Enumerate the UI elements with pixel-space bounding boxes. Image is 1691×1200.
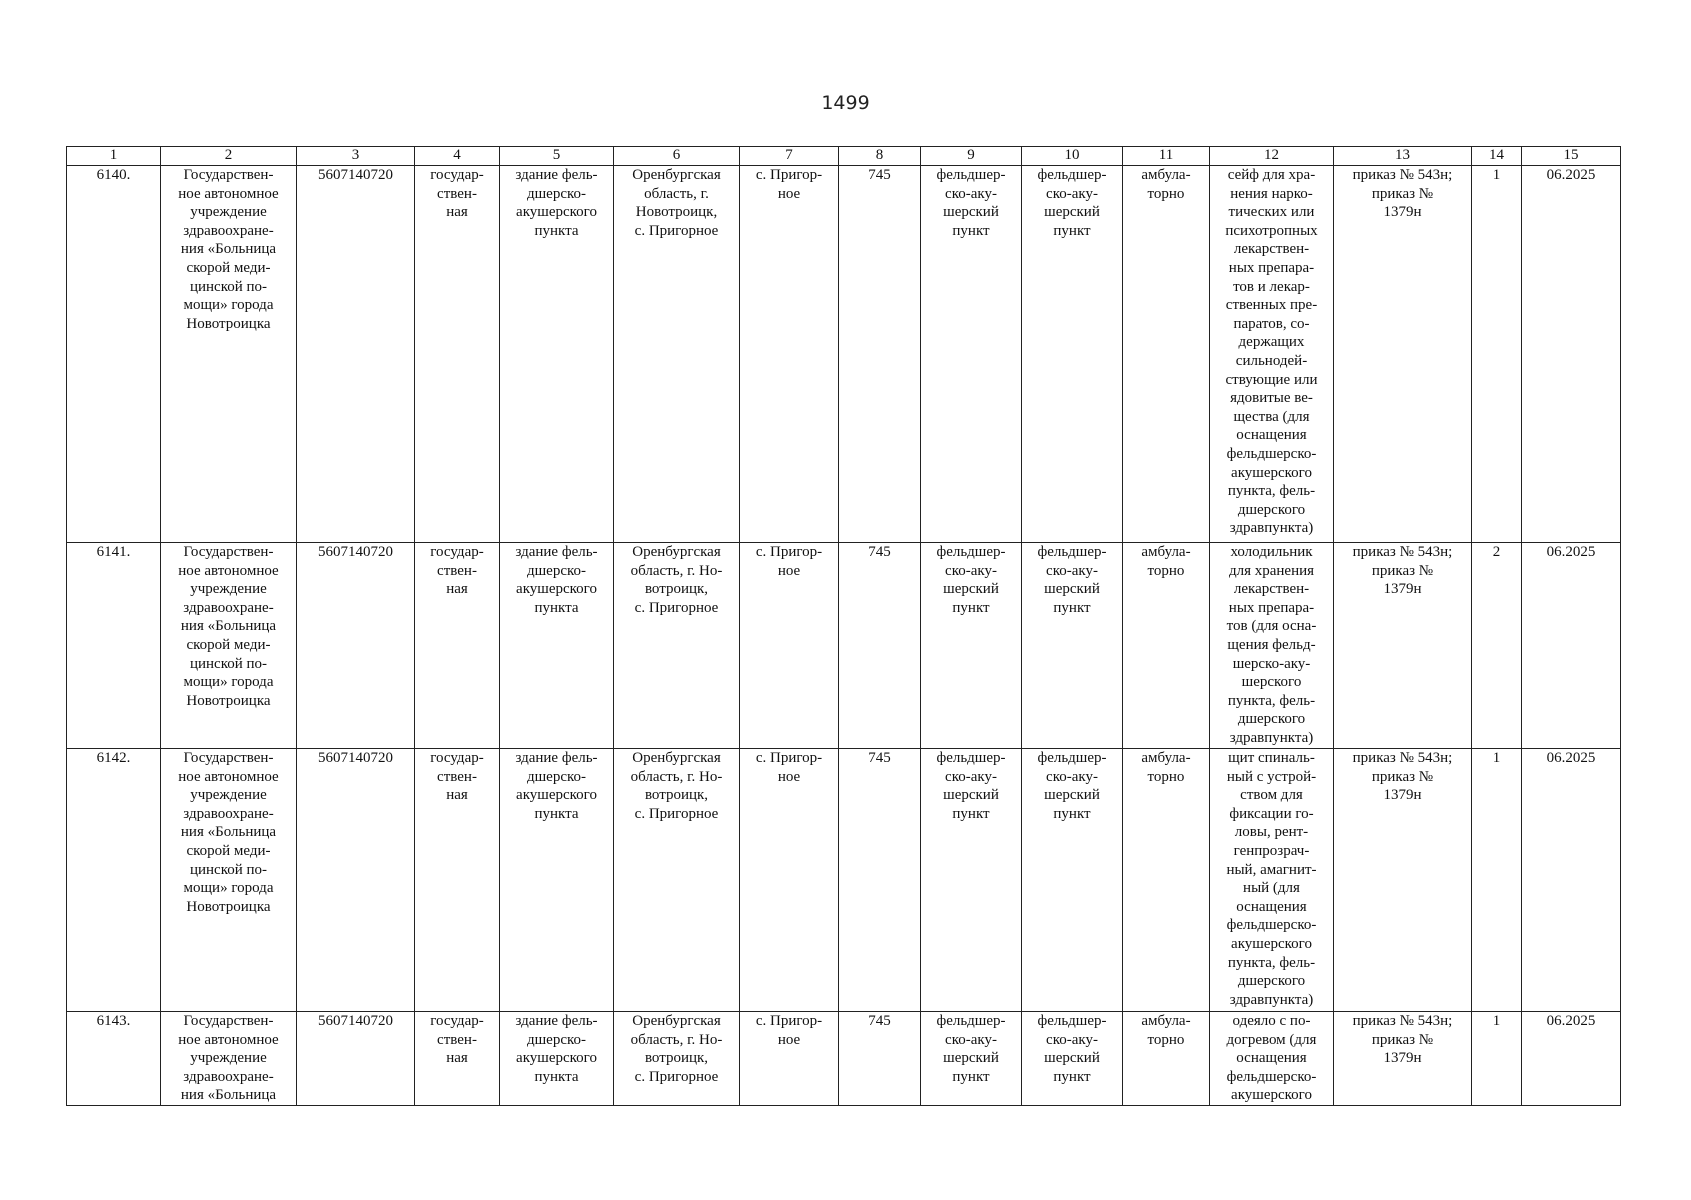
unit-type-cell: фельдшер- ско-аку- шерский пункт — [921, 749, 1022, 1012]
column-header: 7 — [740, 147, 839, 166]
unit-type-cell: фельдшер- ско-аку- шерский пункт — [921, 1012, 1022, 1106]
column-header: 1 — [67, 147, 161, 166]
settlement-cell: с. Пригор- ное — [740, 166, 839, 543]
code-cell: 745 — [839, 749, 921, 1012]
address-cell: Оренбургская область, г. Но- вотроицк, с. Пригорное — [614, 1012, 740, 1106]
date-cell: 06.2025 — [1522, 166, 1621, 543]
column-header: 2 — [161, 147, 297, 166]
order-reference-cell: приказ № 543н; приказ № 1379н — [1334, 1012, 1472, 1106]
ownership-form-cell: государ- ствен- ная — [415, 1012, 500, 1106]
ownership-form-cell: государ- ствен- ная — [415, 749, 500, 1012]
column-header: 11 — [1123, 147, 1210, 166]
organization-name-cell: Государствен- ное автономное учреждение здравоохране- ния «Больница скорой меди- цинской по- мощи» города Новотроицка — [161, 543, 297, 749]
care-condition-cell: амбула- торно — [1123, 749, 1210, 1012]
quantity-cell: 2 — [1472, 543, 1522, 749]
table-row — [67, 1012, 1621, 1106]
inn-cell: 5607140720 — [297, 543, 415, 749]
building-cell: здание фель- дшерско- акушерского пункта — [500, 749, 614, 1012]
date-cell: 06.2025 — [1522, 543, 1621, 749]
settlement-cell: с. Пригор- ное — [740, 749, 839, 1012]
inn-cell: 5607140720 — [297, 1012, 415, 1106]
date-cell: 06.2025 — [1522, 749, 1621, 1012]
equipment-cell: сейф для хра- нения нарко- тических или психотропных лекарствен- ных препара- тов и лекар- ственных пре- паратов, со- держащих сильнодей- ствующие или ядовитые ве- щества (для оснащения фельдшерско- акушерского пункта, фель- дшерского здравпункта) — [1210, 166, 1334, 543]
inn-cell: 5607140720 — [297, 166, 415, 543]
order-reference-cell: приказ № 543н; приказ № 1379н — [1334, 543, 1472, 749]
unit-type-cell: фельдшер- ско-аку- шерский пункт — [921, 166, 1022, 543]
code-cell: 745 — [839, 166, 921, 543]
care-condition-cell: амбула- торно — [1123, 1012, 1210, 1106]
building-cell: здание фель- дшерско- акушерского пункта — [500, 543, 614, 749]
order-reference-cell: приказ № 543н; приказ № 1379н — [1334, 166, 1472, 543]
equipment-cell: одеяло с по- догревом (для оснащения фельдшерско- акушерского — [1210, 1012, 1334, 1106]
column-header: 8 — [839, 147, 921, 166]
quantity-cell: 1 — [1472, 1012, 1522, 1106]
column-header: 13 — [1334, 147, 1472, 166]
record-number-cell: 6142. — [67, 749, 161, 1012]
building-cell: здание фель- дшерско- акушерского пункта — [500, 1012, 614, 1106]
page-number: 1499 — [821, 92, 870, 114]
code-cell: 745 — [839, 1012, 921, 1106]
column-header: 4 — [415, 147, 500, 166]
quantity-cell: 1 — [1472, 749, 1522, 1012]
date-cell: 06.2025 — [1522, 1012, 1621, 1106]
inn-cell: 5607140720 — [297, 749, 415, 1012]
unit-name-cell: фельдшер- ско-аку- шерский пункт — [1022, 749, 1123, 1012]
building-cell: здание фель- дшерско- акушерского пункта — [500, 166, 614, 543]
table-row — [67, 166, 1621, 543]
organization-name-cell: Государствен- ное автономное учреждение здравоохране- ния «Больница — [161, 1012, 297, 1106]
care-condition-cell: амбула- торно — [1123, 543, 1210, 749]
address-cell: Оренбургская область, г. Но- вотроицк, с. Пригорное — [614, 749, 740, 1012]
column-header: 6 — [614, 147, 740, 166]
column-header: 12 — [1210, 147, 1334, 166]
unit-name-cell: фельдшер- ско-аку- шерский пункт — [1022, 166, 1123, 543]
address-cell: Оренбургская область, г. Но- вотроицк, с. Пригорное — [614, 543, 740, 749]
column-header: 15 — [1522, 147, 1621, 166]
address-cell: Оренбургская область, г. Новотроицк, с. Пригорное — [614, 166, 740, 543]
unit-name-cell: фельдшер- ско-аку- шерский пункт — [1022, 1012, 1123, 1106]
record-number-cell: 6141. — [67, 543, 161, 749]
table-body — [67, 166, 1621, 1106]
quantity-cell: 1 — [1472, 166, 1522, 543]
organization-name-cell: Государствен- ное автономное учреждение здравоохране- ния «Больница скорой меди- цинской по- мощи» города Новотроицка — [161, 166, 297, 543]
column-header: 10 — [1022, 147, 1123, 166]
equipment-cell: холодильник для хранения лекарствен- ных препара- тов (для осна- щения фельд- шерско-аку- шерского пункта, фель- дшерского здравпункта) — [1210, 543, 1334, 749]
ownership-form-cell: государ- ствен- ная — [415, 166, 500, 543]
care-condition-cell: амбула- торно — [1123, 166, 1210, 543]
code-cell: 745 — [839, 543, 921, 749]
registry-table — [66, 146, 1621, 1106]
column-header: 9 — [921, 147, 1022, 166]
column-header: 3 — [297, 147, 415, 166]
column-header: 5 — [500, 147, 614, 166]
unit-name-cell: фельдшер- ско-аку- шерский пункт — [1022, 543, 1123, 749]
settlement-cell: с. Пригор- ное — [740, 543, 839, 749]
column-header: 14 — [1472, 147, 1522, 166]
organization-name-cell: Государствен- ное автономное учреждение здравоохране- ния «Больница скорой меди- цинской по- мощи» города Новотроицка — [161, 749, 297, 1012]
record-number-cell: 6143. — [67, 1012, 161, 1106]
table-row — [67, 749, 1621, 1012]
ownership-form-cell: государ- ствен- ная — [415, 543, 500, 749]
unit-type-cell: фельдшер- ско-аку- шерский пункт — [921, 543, 1022, 749]
order-reference-cell: приказ № 543н; приказ № 1379н — [1334, 749, 1472, 1012]
header-row — [67, 147, 1621, 166]
equipment-cell: щит спиналь- ный с устрой- ством для фиксации го- ловы, рент- генпрозрач- ный, амагнит- ный (для оснащения фельдшерско- акушерского пункта, фель- дшерского здравпункта) — [1210, 749, 1334, 1012]
settlement-cell: с. Пригор- ное — [740, 1012, 839, 1106]
record-number-cell: 6140. — [67, 166, 161, 543]
table-row — [67, 543, 1621, 749]
